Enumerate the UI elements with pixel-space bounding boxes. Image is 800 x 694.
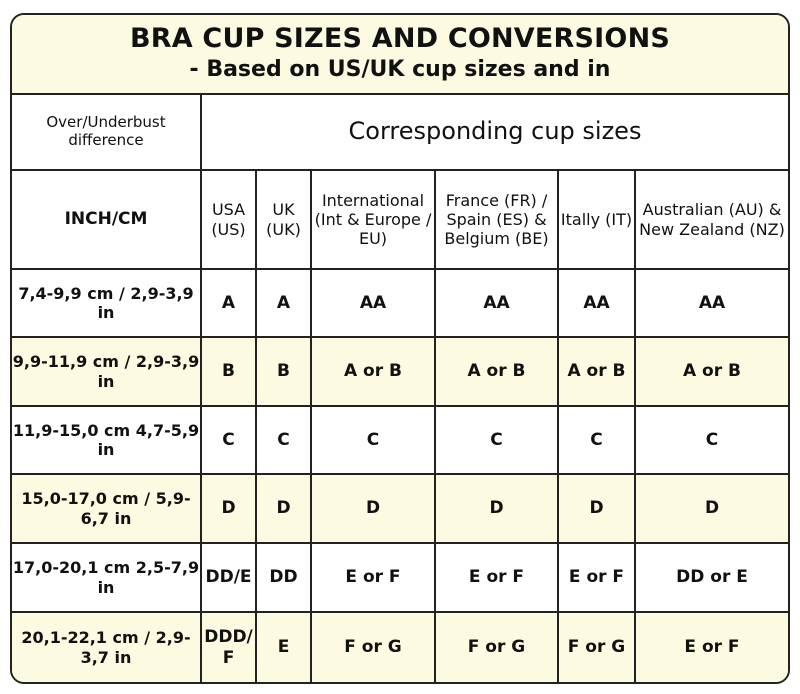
cup-size-cell: C xyxy=(257,407,312,475)
cup-size-cell: D xyxy=(559,475,636,544)
cup-size-cell: DD xyxy=(257,544,312,613)
cup-size-cell: C xyxy=(436,407,559,475)
cup-size-cell: F or G xyxy=(559,613,636,682)
cup-size-cell: AA xyxy=(559,270,636,338)
page-title: BRA CUP SIZES AND CONVERSIONS xyxy=(129,23,671,54)
cup-size-cell: E or F xyxy=(559,544,636,613)
row-range: 7,4-9,9 cm / 2,9-3,9 in xyxy=(12,270,202,338)
row-range: 9,9-11,9 cm / 2,9-3,9 in xyxy=(12,338,202,407)
cup-size-cell: AA xyxy=(312,270,436,338)
corresponding-header: Corresponding cup sizes xyxy=(202,93,788,171)
cup-size-cell: F or G xyxy=(312,613,436,682)
column-header: International (Int & Europe / EU) xyxy=(312,171,436,270)
row-range: 20,1-22,1 cm / 2,9-3,7 in xyxy=(12,613,202,682)
cup-size-cell: B xyxy=(257,338,312,407)
cup-size-cell: AA xyxy=(636,270,788,338)
column-header: France (FR) / Spain (ES) & Belgium (BE) xyxy=(436,171,559,270)
cup-size-cell: A or B xyxy=(436,338,559,407)
column-header: Itally (IT) xyxy=(559,171,636,270)
overbust-header: Over/Underbust difference xyxy=(12,93,202,171)
cup-size-cell: A xyxy=(202,270,257,338)
column-header: Australian (AU) & New Zealand (NZ) xyxy=(636,171,788,270)
cup-size-cell: E or F xyxy=(436,544,559,613)
cup-size-cell: D xyxy=(436,475,559,544)
cup-size-cell: A or B xyxy=(559,338,636,407)
cup-size-cell: A or B xyxy=(636,338,788,407)
cup-size-cell: A or B xyxy=(312,338,436,407)
cup-size-cell: D xyxy=(202,475,257,544)
cup-size-cell: C xyxy=(559,407,636,475)
conversion-table xyxy=(10,13,790,684)
column-header: UK (UK) xyxy=(257,171,312,270)
cup-size-cell: E or F xyxy=(636,613,788,682)
cup-size-cell: AA xyxy=(436,270,559,338)
cup-size-cell: DDD/ F xyxy=(202,613,257,682)
column-header: USA (US) xyxy=(202,171,257,270)
cup-size-cell: C xyxy=(202,407,257,475)
cup-size-cell: D xyxy=(636,475,788,544)
page-subtitle: - Based on US/UK cup sizes and in xyxy=(189,57,611,82)
row-range: 11,9-15,0 cm 4,7-5,9 in xyxy=(12,407,202,475)
title-box xyxy=(12,15,788,95)
cup-size-cell: B xyxy=(202,338,257,407)
cup-size-cell: A xyxy=(257,270,312,338)
inch-cm-header: INCH/CM xyxy=(12,171,202,270)
cup-size-cell: DD/E xyxy=(202,544,257,613)
cup-size-cell: C xyxy=(636,407,788,475)
cup-size-cell: C xyxy=(312,407,436,475)
cup-size-cell: F or G xyxy=(436,613,559,682)
cup-size-cell: D xyxy=(257,475,312,544)
cup-size-cell: E or F xyxy=(312,544,436,613)
cup-size-cell: DD or E xyxy=(636,544,788,613)
cup-size-cell: E xyxy=(257,613,312,682)
row-range: 17,0-20,1 cm 2,5-7,9 in xyxy=(12,544,202,613)
row-range: 15,0-17,0 cm / 5,9-6,7 in xyxy=(12,475,202,544)
cup-size-cell: D xyxy=(312,475,436,544)
